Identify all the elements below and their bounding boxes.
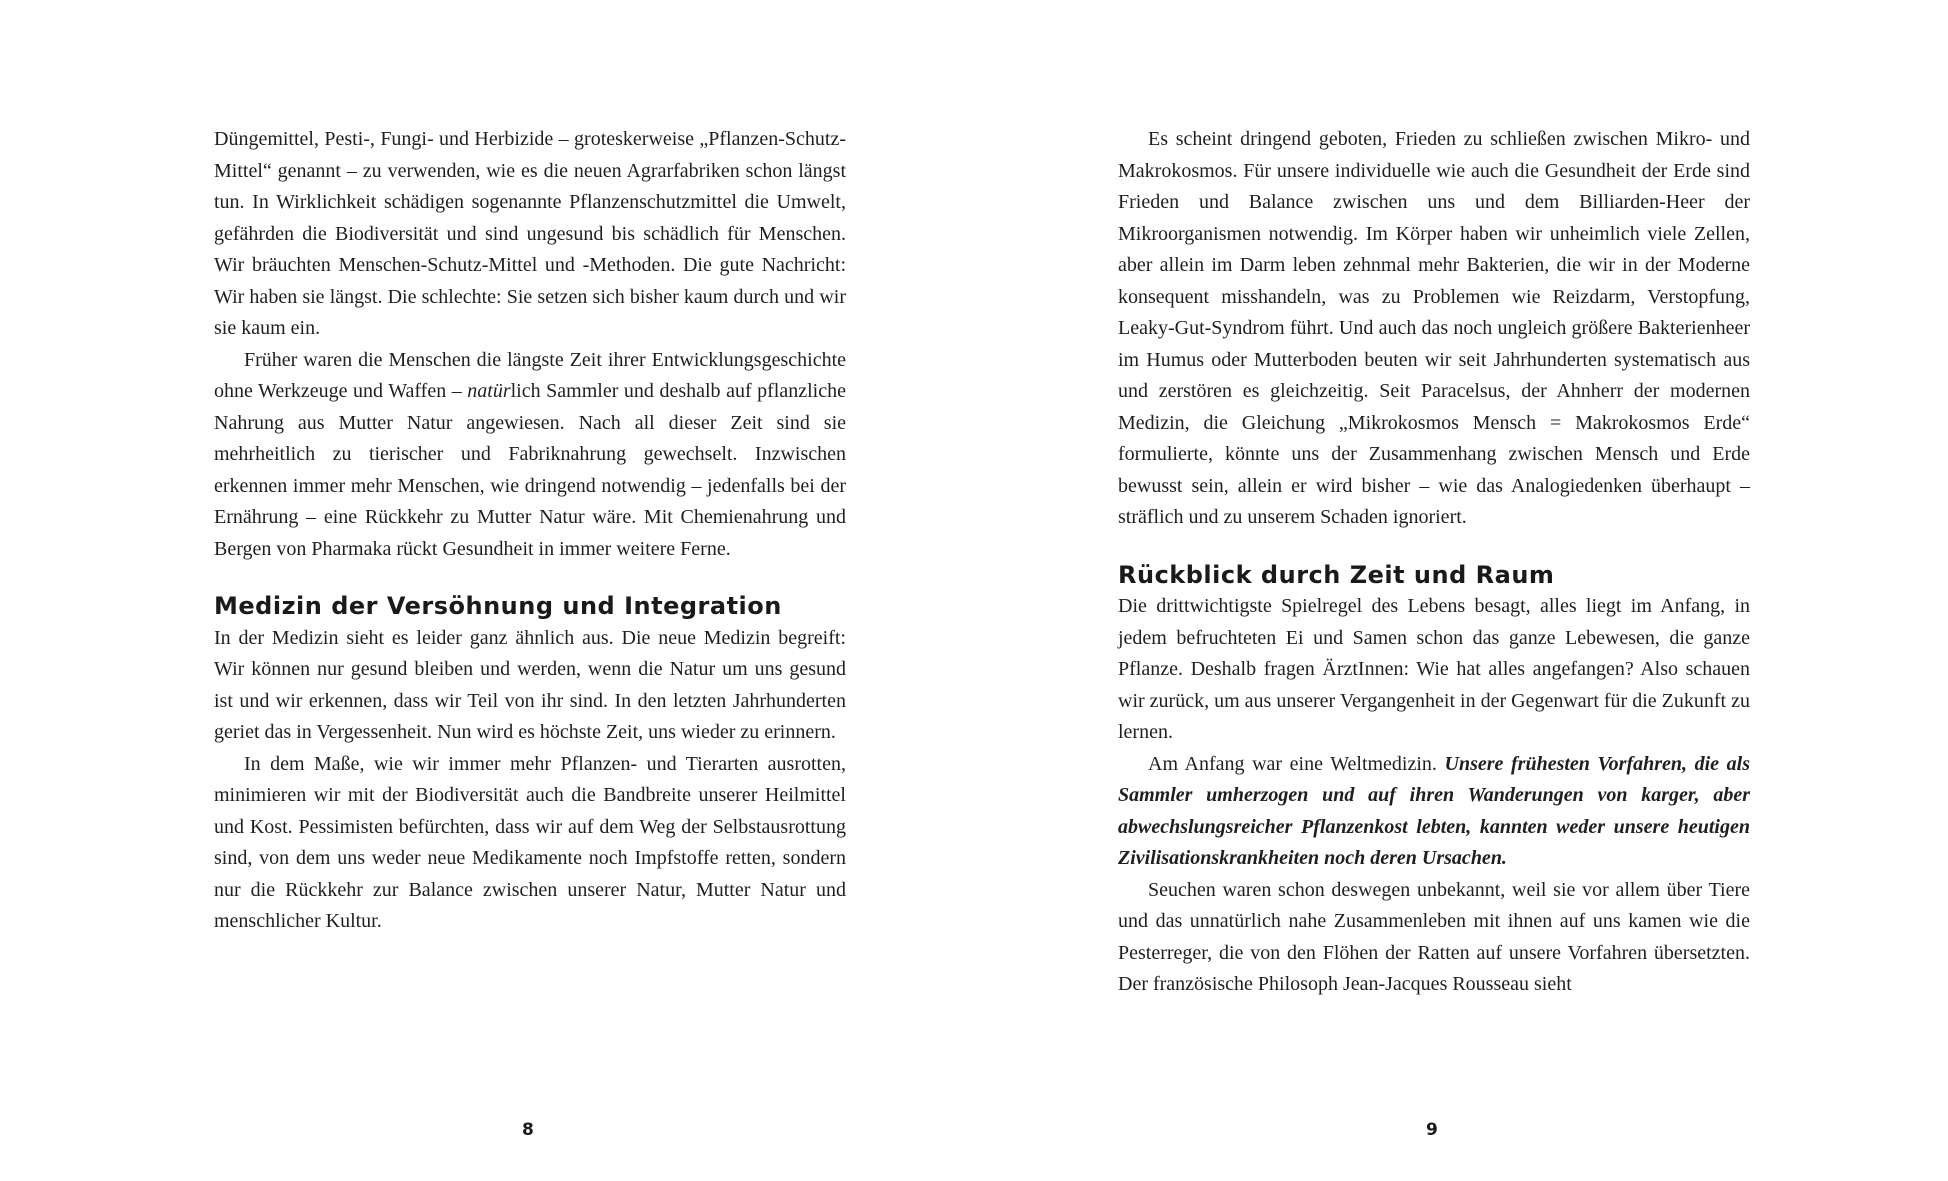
left-page-number: 8 bbox=[522, 1120, 534, 1140]
right-page bbox=[974, 0, 1948, 1181]
left-paragraph-2-end: lich Sammler und deshalb auf pflanzliche Nahrung aus Mutter Natur angewiesen. Nach all dieser Zeit sind sie mehrheitlich zu tierischer und Fabriknahrung gewechselt. Inzwischen erkennen immer mehr Menschen, wie dringend notwendig – jedenfalls bei der Ernährung – eine Rückkehr zu Mutter Natur wäre. Mit Chemienahrung und Bergen von Pharmaka rückt Gesundheit in immer weitere Ferne. bbox=[214, 380, 846, 560]
right-paragraph-3-bold-italic: Unsere frühesten Vorfahren, die als Sammler umherzogen und auf ihren Wanderungen von karger, aber abwechslungsreicher Pflanzenkost lebten, kannten weder unsere heutigen Zivilisationskrankheiten noch deren Ursachen. bbox=[1118, 752, 1750, 869]
right-paragraph-2: Die drittwichtigste Spielregel des Lebens besagt, alles liegt im Anfang, in jedem befruchteten Ei und Samen schon das ganze Lebewesen, die ganze Pflanze. Deshalb fragen ÄrztInnen: Wie hat alles angefangen? Also schauen wir zurück, um aus unserer Vergangenheit in der Gegenwart für die Zukunft zu lernen. bbox=[1118, 595, 1750, 743]
left-paragraph-2-italic: natür bbox=[467, 380, 511, 402]
right-paragraph-1: Es scheint dringend geboten, Frieden zu schließen zwischen Mikro- und Makrokosmos. Für unsere individuelle wie auch die Gesundheit der Erde sind Frieden und Balance zwischen uns und dem Billiarden-Heer der Mikroorganismen notwendig. Im Körper haben wir unheimlich viele Zellen, aber allein im Darm leben zehnmal mehr Bakterien, die wir in der Moderne konsequent misshandeln, was zu Problemen wie Reizdarm, Verstopfung, Leaky-Gut-Syndrom führt. Und auch das noch ungleich größere Bakterienheer im Humus oder Mutterboden beuten wir seit Jahrhunderten systematisch aus und zerstören es gleichzeitig. Seit Paracelsus, der Ahnherr der modernen Medizin, die Gleichung „Mikrokosmos Mensch = Makrokosmos Erde“ formulierte, könnte uns der Zusammenhang zwischen Mensch und Erde bewusst sein, allein er wird bisher – wie das Analogiedenken überhaupt – sträflich und zu unserem Schaden ignoriert. bbox=[1118, 128, 1750, 528]
right-page-text bbox=[1118, 124, 1750, 1001]
left-paragraph-3: In der Medizin sieht es leider ganz ähnlich aus. Die neue Medizin begreift: Wir können nur gesund bleiben und werden, wenn die Natur um uns gesund ist und wir erkennen, dass wir Teil von ihr sind. In den letzten Jahrhunderten geriet das in Vergessenheit. Nun wird es höchste Zeit, uns wieder zu erinnern. bbox=[214, 626, 846, 743]
left-paragraph-4: In dem Maße, wie wir immer mehr Pflanzen- und Tierarten ausrotten, minimieren wir mit der Biodiversität auch die Bandbreite unserer Heilmittel und Kost. Pessimisten befürchten, dass wir auf dem Weg der Selbstausrottung sind, von dem uns weder neue Medikamente noch Impfstoffe retten, sondern nur die Rückkehr zur Balance zwischen unserer Natur, Mutter Natur und menschlicher Kultur. bbox=[214, 752, 846, 932]
right-paragraph-3-plain: Am Anfang war eine Weltmedizin. bbox=[1148, 752, 1445, 775]
left-paragraph-2-start: Früher waren die Menschen die längste Zeit ihrer Entwicklungsgeschichte ohne Werkzeuge und Waffen – bbox=[214, 348, 846, 402]
right-paragraph-4: Seuchen waren schon deswegen unbekannt, weil sie vor allem über Tiere und das unnatürlich nahe Zusammenleben mit ihnen auf uns kamen wie die Pesterreger, die von den Flöhen der Ratten auf unsere Vorfahren übersetzten. Der französische Philosoph Jean-Jacques Rousseau sieht bbox=[1118, 878, 1750, 995]
right-page-number: 9 bbox=[1426, 1120, 1438, 1140]
right-paragraph-3 bbox=[1118, 749, 1750, 875]
right-section-heading: Rückblick durch Zeit und Raum bbox=[1118, 560, 1555, 589]
left-page-text bbox=[214, 124, 846, 938]
left-section-heading: Medizin der Versöhnung und Integration bbox=[214, 592, 782, 620]
left-paragraph-2 bbox=[214, 345, 846, 566]
left-paragraph-1: Düngemittel, Pesti-, Fungi- und Herbizide – groteskerweise „Pflanzen-Schutz-Mittel“ genannt – zu verwenden, wie es die neuen Agrarfabriken schon längst tun. In Wirklichkeit schädigen sogenannte Pflanzenschutzmittel die Umwelt, gefährden die Biodiversität und sind ungesund bis schädlich für Menschen. Wir bräuchten Menschen-Schutz-Mittel und -Methoden. Die gute Nachricht: Wir haben sie längst. Die schlechte: Sie setzen sich bisher kaum durch und wir sie kaum ein. bbox=[214, 128, 846, 339]
